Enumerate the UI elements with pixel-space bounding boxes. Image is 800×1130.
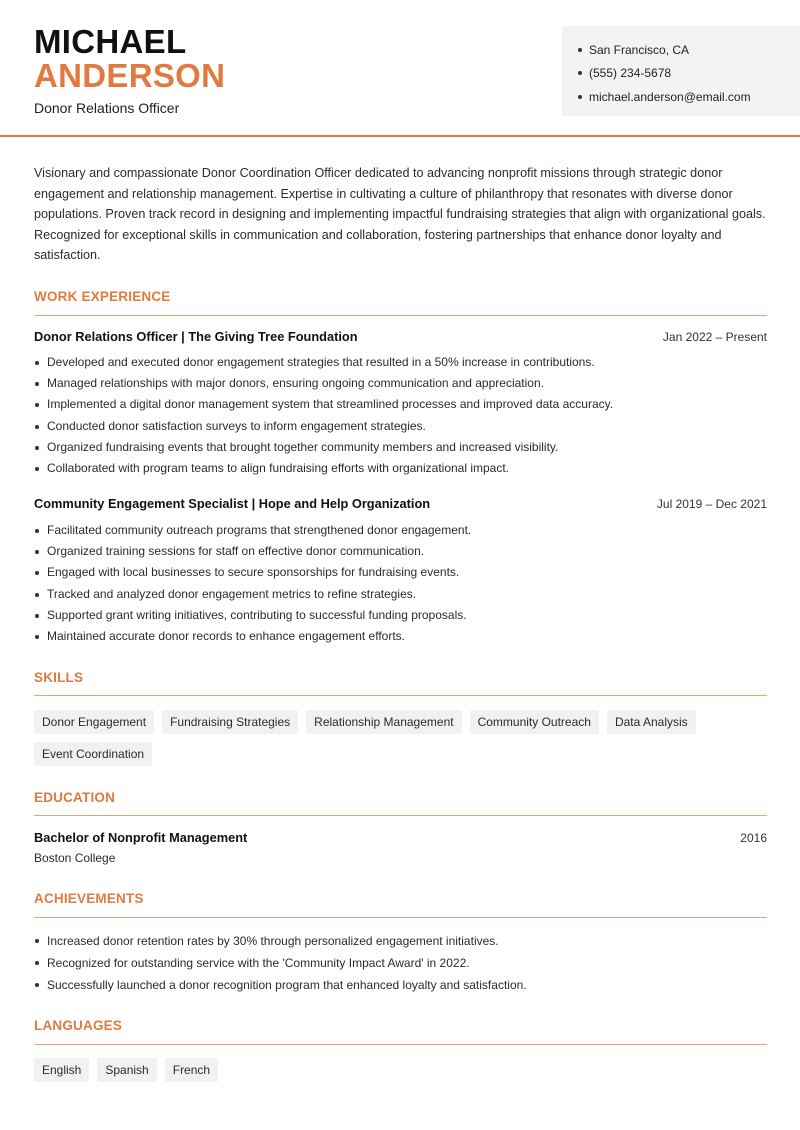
skills-tags: [34, 710, 774, 766]
list-item: Facilitated community outreach programs that strengthened donor engagement.: [34, 520, 767, 541]
contact-phone: [578, 62, 800, 86]
contact-box: [562, 26, 800, 116]
list-item: Collaborated with program teams to align fundraising efforts with organizational impact.: [34, 458, 767, 479]
section-divider: [34, 815, 767, 816]
job-dates: Jan 2022 – Present: [662, 329, 767, 344]
section-title-languages: LANGUAGES: [34, 1018, 123, 1033]
list-item: Implemented a digital donor management system that streamlined processes and improved data accuracy.: [34, 394, 767, 415]
education-year: 2016: [740, 830, 767, 845]
achievements-list: [34, 930, 767, 996]
job-dates: Jul 2019 – Dec 2021: [656, 496, 767, 511]
resume-header: [0, 0, 800, 137]
first-name: MICHAEL: [34, 23, 187, 60]
education-school: Boston College: [34, 851, 116, 865]
contact-email-text: michael.anderson@email.com: [589, 89, 751, 104]
section-divider: [34, 315, 767, 316]
language-tag: English: [34, 1058, 89, 1082]
list-item: Conducted donor satisfaction surveys to inform engagement strategies.: [34, 416, 767, 437]
list-item: Engaged with local businesses to secure sponsorships for fundraising events.: [34, 562, 767, 583]
education-degree: Bachelor of Nonprofit Management: [34, 830, 248, 845]
bullet-icon: [578, 95, 582, 99]
section-title-education: EDUCATION: [34, 790, 116, 805]
list-item: Developed and executed donor engagement strategies that resulted in a 50% increase in contributions.: [34, 352, 767, 373]
section-divider: [34, 1044, 767, 1045]
list-item: Organized training sessions for staff on effective donor communication.: [34, 541, 767, 562]
job-bullets: [34, 352, 767, 479]
professional-summary: Visionary and compassionate Donor Coordination Officer dedicated to advancing nonprofit missions through strategic donor engagement and relationship management. Expertise in cultivating a culture of philanthropy that resonates with diverse donor populations. Proven track record in designing and implementing impactful fundraising strategies that align with organizational goals. Recognized for exceptional skills in communication and collaboration, fostering partnerships that enhance donor loyalty and satisfaction.: [34, 166, 766, 263]
skill-tag: Relationship Management: [306, 710, 461, 734]
skill-tag: Community Outreach: [470, 710, 599, 734]
job-position: Community Engagement Specialist | Hope and Help Organization: [34, 496, 431, 511]
section-divider: [34, 917, 767, 918]
job-title: Donor Relations Officer: [34, 100, 180, 116]
skill-tag: Data Analysis: [607, 710, 696, 734]
list-item: Managed relationships with major donors, ensuring ongoing communication and appreciation.: [34, 373, 767, 394]
job-position: Donor Relations Officer | The Giving Tree Foundation: [34, 329, 358, 344]
bullet-icon: [578, 48, 582, 52]
list-item: Increased donor retention rates by 30% through personalized engagement initiatives.: [34, 930, 767, 952]
job-header: [34, 329, 767, 344]
bullet-icon: [578, 71, 582, 75]
list-item: Tracked and analyzed donor engagement metrics to refine strategies.: [34, 584, 767, 605]
education-header: [34, 830, 767, 845]
list-item: Organized fundraising events that brought together community members and increased visibility.: [34, 437, 767, 458]
last-name: ANDERSON: [34, 57, 226, 94]
list-item: Recognized for outstanding service with the 'Community Impact Award' in 2022.: [34, 952, 767, 974]
list-item: Maintained accurate donor records to enhance engagement efforts.: [34, 626, 767, 647]
list-item: Successfully launched a donor recognition program that enhanced loyalty and satisfaction.: [34, 974, 767, 996]
section-title-skills: SKILLS: [34, 670, 84, 685]
section-title-work-experience: WORK EXPERIENCE: [34, 289, 171, 304]
contact-location-text: San Francisco, CA: [589, 42, 690, 57]
contact-email: [578, 85, 800, 109]
skill-tag: Donor Engagement: [34, 710, 154, 734]
section-divider: [34, 695, 767, 696]
job-header: [34, 496, 767, 511]
job-bullets: [34, 520, 767, 647]
language-tag: French: [165, 1058, 218, 1082]
contact-phone-text: (555) 234-5678: [589, 66, 672, 81]
skill-tag: Fundraising Strategies: [162, 710, 298, 734]
list-item: Supported grant writing initiatives, contributing to successful funding proposals.: [34, 605, 767, 626]
language-tags: [34, 1058, 774, 1082]
contact-location: [578, 38, 800, 62]
section-title-achievements: ACHIEVEMENTS: [34, 891, 144, 906]
skill-tag: Event Coordination: [34, 742, 152, 766]
language-tag: Spanish: [97, 1058, 156, 1082]
